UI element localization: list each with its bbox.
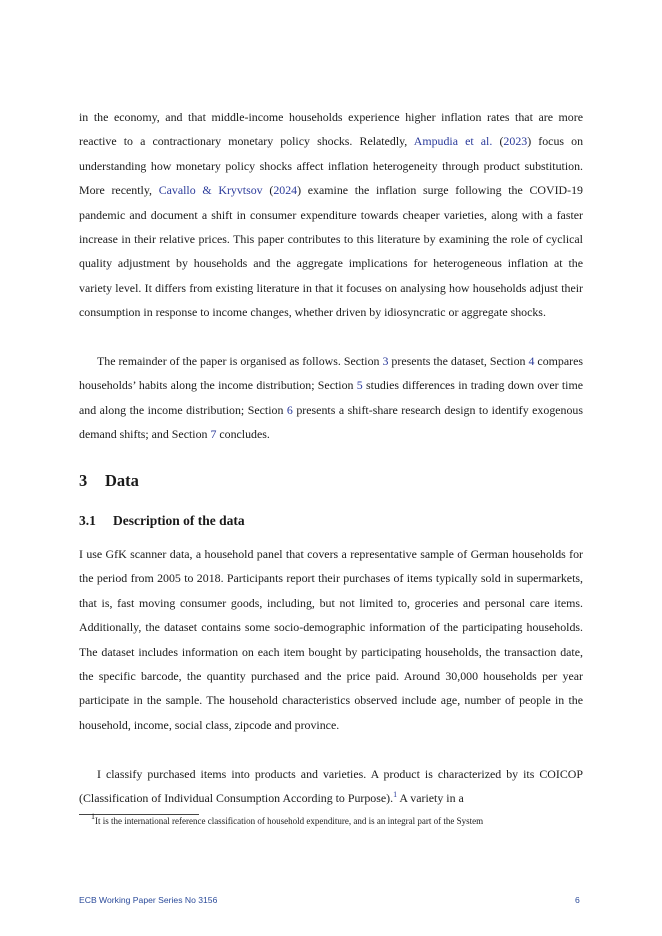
text-run: compares households’ habits along the income distribution; Section xyxy=(79,354,583,393)
section-6-link[interactable]: 6 xyxy=(286,402,293,417)
paragraph-classification xyxy=(79,762,583,811)
text-run: The remainder of the paper is organised as follows. Section xyxy=(97,354,383,368)
footnote-marker-link[interactable]: 1 xyxy=(393,790,398,800)
subsection-title: Description of the data xyxy=(113,513,245,528)
citation-cavallo-link[interactable]: Cavallo & Kryvtsov xyxy=(158,183,263,198)
section-4-link[interactable]: 4 xyxy=(528,354,535,368)
footnote-text: It is the international reference classification of household expenditure, and is an integral part of the System xyxy=(95,816,484,826)
subsection-heading xyxy=(79,513,245,529)
text-run: studies differences in trading down over time and along the income distribution; Section xyxy=(79,378,583,417)
text-run: ) focus on understanding how monetary policy shocks affect inflation heterogeneity through product substitution. More recently, xyxy=(79,134,584,198)
text-run: ) examine the inflation surge following the COVID-19 pandemic and document a shift in consumer expenditure towards cheaper varieties, along with a faster increase in their relative prices. This paper contributes to this literature by examining the role of cyclical quality adjustment by households and the aggregate implications for heterogeneous inflation at the variety level. It differs from existing literature in that it focuses on analysing how households adjust their consumption in response to income changes, whether driven by idiosyncratic or aggregate shocks. xyxy=(79,183,583,320)
text-run: I classify purchased items into products and varieties. A product is characterized by its COICOP (Classification of Individual Consumption According to Purpose). xyxy=(79,767,583,806)
text-run: ( xyxy=(492,134,504,149)
section-title: Data xyxy=(105,471,139,490)
paragraph-data-description: I use GfK scanner data, a household panel that covers a representative sample of German households for the period from 2005 to 2018. Participants report their purchases of items typically sold in supermarkets, that is, fast moving consumer goods, including, but not limited to, groceries and personal care items. Additionally, the dataset contains some socio-demographic information of the participating households. The dataset includes information on each item bought by participating households, the transaction date, the specific barcode, the quantity purchased and the price paid. Around 30,000 households per year participate in the sample. The household characteristics observed include age, number of people in the household, income, social class, zipcode and province. xyxy=(79,547,583,732)
footnote xyxy=(79,812,583,828)
subsection-number: 3.1 xyxy=(79,513,96,528)
text-run: concludes. xyxy=(216,427,270,442)
section-5-link[interactable]: 5 xyxy=(356,378,363,393)
text-run: A variety in a xyxy=(397,791,464,806)
footer-page-number: 6 xyxy=(575,895,580,905)
text-run: in the economy, and that middle-income households experience higher inflation rates that are more reactive to a contractionary monetary policy shocks. Relatedly, xyxy=(79,110,583,149)
text-run: ( xyxy=(262,183,274,198)
paragraph-literature xyxy=(79,105,583,325)
text-run: presents a shift-share research design to identify exogenous demand shifts; and Section xyxy=(79,402,583,442)
section-heading xyxy=(79,471,139,491)
section-3-link[interactable]: 3 xyxy=(382,354,389,368)
section-number: 3 xyxy=(79,471,88,490)
citation-cavallo-year-link[interactable]: 2024 xyxy=(273,183,298,198)
citation-ampudia-link[interactable]: Ampudia et al. xyxy=(413,134,493,149)
footnote-number: 1 xyxy=(91,812,95,821)
footer-series-title: ECB Working Paper Series No 3156 xyxy=(79,895,218,905)
paragraph-outline xyxy=(79,349,583,447)
citation-ampudia-year-link[interactable]: 2023 xyxy=(503,134,528,149)
section-7-link[interactable]: 7 xyxy=(210,427,217,442)
text-run: presents the dataset, Section xyxy=(388,354,529,368)
